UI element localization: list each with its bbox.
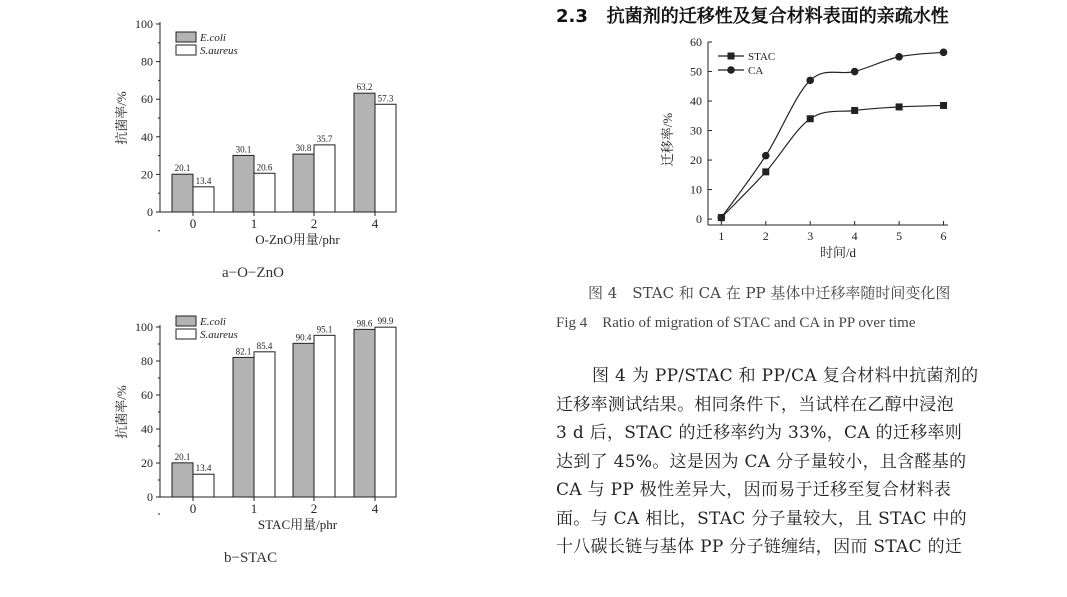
data-label: 82.1 (235, 346, 252, 357)
bar (172, 174, 193, 212)
data-label: 90.4 (295, 332, 312, 343)
y-tick-label: 60 (141, 388, 153, 402)
y-tick-label: 30 (690, 123, 702, 138)
y-tick-label: 20 (141, 456, 153, 470)
data-label: 95.1 (316, 324, 333, 335)
data-label: 30.1 (235, 144, 252, 155)
x-axis-title: 时间/d (819, 245, 857, 260)
data-label: 57.3 (377, 93, 394, 104)
legend-label: STAC (748, 51, 776, 63)
y-tick-label: 100 (135, 17, 153, 31)
data-point-square (762, 168, 769, 175)
data-label: 20.1 (174, 163, 191, 174)
data-label: 20.1 (174, 451, 191, 462)
figure4-caption-cn: 图 4 STAC 和 CA 在 PP 基体中迁移率随时间变化图 (588, 284, 951, 302)
legend-label: E.coli (200, 316, 226, 328)
data-label: 63.2 (356, 82, 373, 93)
paragraph-line: 达到了 45%。这是因为 CA 分子量较小，且含醛基的 (556, 451, 967, 472)
series-line (721, 105, 943, 217)
x-tick-label: 5 (896, 229, 903, 243)
y-axis-title: 迁移率/% (660, 112, 675, 167)
bar (354, 329, 375, 497)
section-title: 抗菌剂的迁移性及复合材料表面的亲疏水性 (606, 6, 949, 27)
data-point-circle (806, 77, 814, 85)
y-tick-label: 20 (141, 167, 153, 182)
data-label: 85.4 (256, 340, 273, 351)
bar (233, 357, 254, 497)
data-label: 13.4 (195, 463, 212, 474)
data-point-circle (718, 214, 726, 222)
bar-chart-o-zno (0, 0, 420, 262)
body-paragraph (556, 362, 1054, 562)
y-tick-label: 50 (690, 64, 702, 79)
y-tick-label: 100 (135, 320, 153, 334)
y-tick-label: 0 (147, 490, 153, 504)
bar (293, 343, 314, 497)
section-heading (556, 2, 949, 28)
data-point-circle (940, 49, 948, 57)
data-point-square (940, 102, 947, 109)
y-tick-label: 60 (690, 35, 702, 49)
data-point-square (807, 115, 814, 122)
bar-chart-stac (0, 305, 420, 545)
x-tick-label: 2 (310, 216, 318, 231)
data-point-square (896, 103, 903, 110)
x-tick-label: 1 (250, 216, 258, 231)
legend-swatch (176, 32, 196, 42)
legend-swatch (176, 316, 196, 326)
paragraph-line: 十八碳长链与基体 PP 分子链缠结，因而 STAC 的迁 (556, 537, 963, 557)
bar (233, 155, 254, 212)
x-tick-label: 4 (851, 229, 858, 243)
y-tick-label: 40 (141, 129, 153, 144)
y-tick-label: 0 (147, 205, 153, 219)
data-label: 35.7 (316, 133, 333, 144)
data-label: 20.6 (256, 162, 273, 173)
x-tick-label: 1 (718, 229, 725, 243)
x-tick-label: 4 (371, 216, 379, 231)
bar (172, 463, 193, 497)
data-point-square (851, 107, 858, 114)
x-tick-label: 2 (310, 501, 318, 516)
line-chart-migration (650, 28, 980, 268)
y-tick-label: 80 (141, 54, 153, 69)
series-line (721, 52, 943, 217)
bar (314, 335, 335, 497)
x-tick-label: 0 (189, 501, 197, 516)
data-label: 99.9 (377, 316, 394, 327)
legend-label: S.aureus (200, 45, 238, 57)
y-axis-title: 抗菌率/% (114, 91, 129, 145)
x-tick-label: 0 (189, 216, 197, 231)
bar (254, 352, 275, 497)
section-number: 2.3 (556, 6, 588, 27)
subcaption-b: b−STAC (224, 550, 278, 566)
bar (193, 474, 214, 497)
x-tick-label: 6 (940, 229, 947, 243)
bar (375, 327, 396, 497)
bar (254, 173, 275, 212)
legend-swatch (176, 329, 196, 339)
data-label: 98.6 (356, 318, 373, 329)
y-tick-label: 10 (690, 182, 702, 197)
subcaption-a: a−O−ZnO (222, 265, 284, 281)
paragraph-line: CA 与 PP 极性差异大，因而易于迁移至复合材料表 (556, 480, 952, 500)
legend-label: CA (748, 65, 764, 77)
x-axis-title: O-ZnO用量/phr (255, 232, 340, 247)
data-label: 30.8 (295, 143, 312, 154)
y-tick-label: 40 (690, 94, 702, 109)
bar (354, 93, 375, 212)
bar (314, 145, 335, 212)
legend-swatch (176, 45, 196, 55)
x-tick-label: 1 (250, 501, 258, 516)
data-point-circle (895, 53, 903, 61)
x-tick-label: 4 (371, 501, 379, 516)
y-tick-label: 20 (690, 153, 702, 168)
legend-label: E.coli (200, 32, 226, 44)
y-tick-label: 80 (141, 354, 153, 368)
paragraph-line: 3 d 后，STAC 的迁移率约为 33%，CA 的迁移率则 (556, 423, 963, 443)
bar (375, 104, 396, 212)
figure4-caption-en: Fig 4 Ratio of migration of STAC and CA in PP over time (556, 315, 916, 331)
x-tick-label: 2 (762, 229, 769, 243)
x-axis-title: STAC用量/phr (257, 517, 338, 532)
paragraph-line: 面。与 CA 相比，STAC 分子量较大，且 STAC 中的 (556, 508, 967, 529)
data-label: 13.4 (195, 175, 212, 186)
bar (193, 187, 214, 212)
y-tick-label: 60 (141, 92, 153, 107)
legend-marker (727, 66, 735, 74)
paragraph-line: 迁移率测试结果。相同条件下，当试样在乙醇中浸泡 (556, 394, 954, 415)
paragraph-line: 图 4 为 PP/STAC 和 PP/CA 复合材料中抗菌剂的 (592, 366, 979, 386)
bar (293, 154, 314, 212)
data-point-circle (762, 152, 770, 160)
legend-label: S.aureus (200, 329, 238, 341)
legend-marker (728, 53, 735, 60)
data-point-circle (851, 68, 859, 76)
y-axis-title: 抗菌率/% (114, 385, 129, 439)
y-tick-label: 40 (141, 422, 153, 436)
y-tick-label: 0 (696, 212, 702, 227)
x-tick-label: 3 (807, 229, 814, 243)
